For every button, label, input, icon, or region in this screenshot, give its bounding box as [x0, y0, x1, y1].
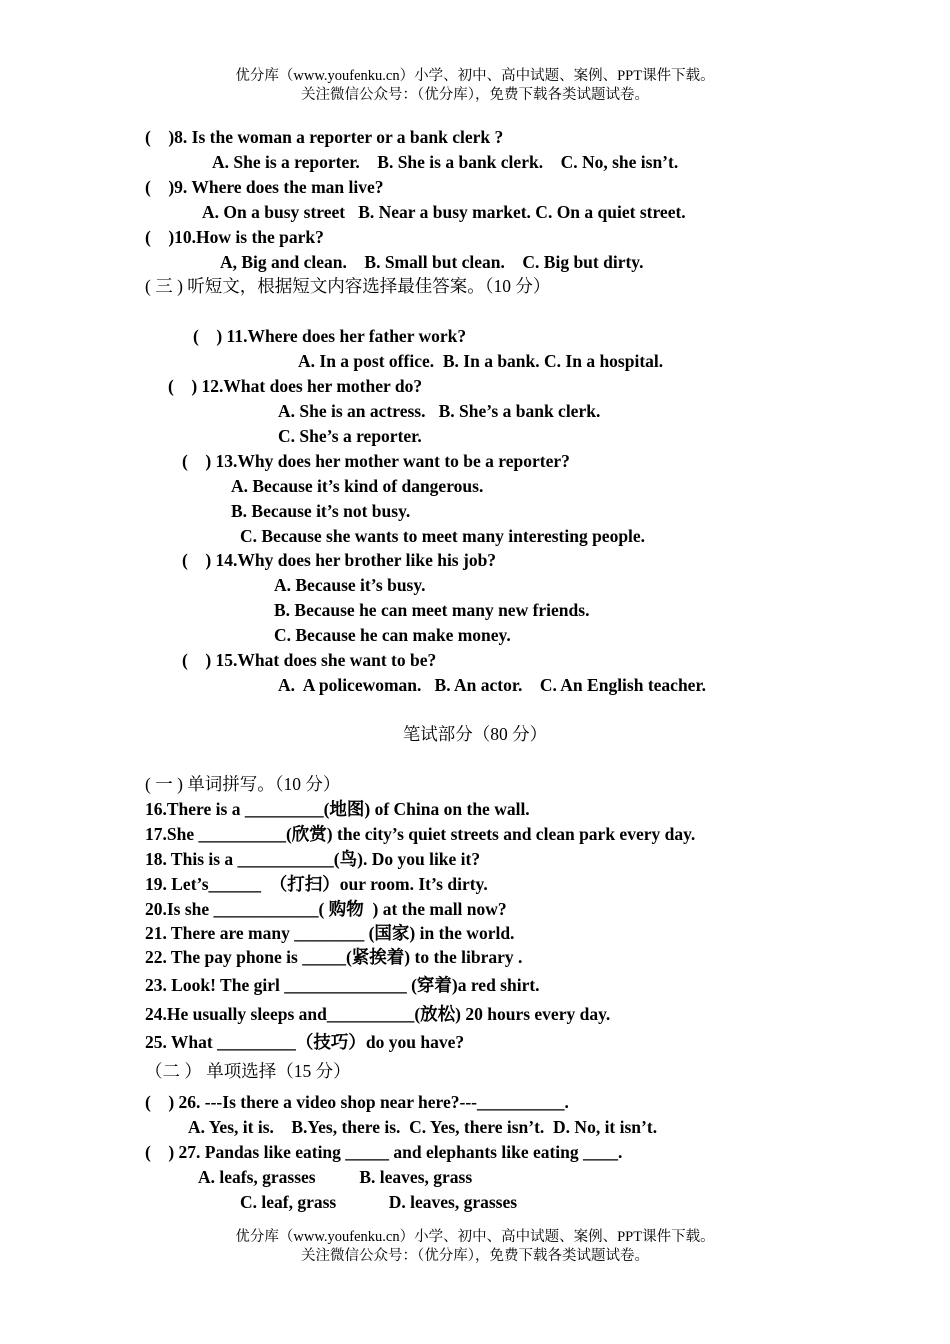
question-27: ( ) 27. Pandas like eating _____ and elephants like eating ____. [145, 1142, 623, 1162]
question-13-option-a: A. Because it’s kind of dangerous. [231, 476, 484, 496]
question-22: 22. The pay phone is _____(紧挨着) to the library . [145, 947, 523, 967]
page-footer-line2: 关注微信公众号：（优分库），免费下载各类试题试卷。 [301, 1248, 649, 1264]
section-2-heading: （二 ） 单项选择（15 分） [145, 1061, 351, 1081]
question-8: ( )8. Is the woman a reporter or a bank clerk ? [145, 127, 504, 147]
question-13-option-c: C. Because she wants to meet many interesting people. [240, 526, 646, 546]
question-17: 17.She __________(欣赏) the city’s quiet streets and clean park every day. [145, 824, 696, 844]
question-26-options: A. Yes, it is. B.Yes, there is. C. Yes, there isn’t. D. No, it isn’t. [188, 1117, 658, 1137]
question-16: 16.There is a _________(地图) of China on the wall. [145, 799, 530, 819]
question-14-option-b: B. Because he can meet many new friends. [274, 600, 590, 620]
question-26: ( ) 26. ---Is there a video shop near here?---__________. [145, 1092, 569, 1112]
question-12-option-c: C. She’s a reporter. [278, 426, 422, 446]
question-12: ( ) 12.What does her mother do? [168, 376, 423, 396]
question-9-options: A. On a busy street B. Near a busy market. C. On a quiet street. [202, 202, 686, 222]
written-part-heading: 笔试部分（80 分） [402, 724, 548, 744]
question-13: ( ) 13.Why does her mother want to be a reporter? [182, 451, 570, 471]
page-header-line1: 优分库（www.youfenku.cn）小学、初中、高中试题、案例、PPT课件下载。 [235, 68, 715, 84]
question-23: 23. Look! The girl ______________ (穿着)a red shirt. [145, 975, 540, 995]
section-1-heading: ( 一 ) 单词拼写。（10 分） [145, 774, 341, 794]
question-20: 20.Is she ____________( 购物 ) at the mall now? [145, 899, 507, 919]
question-25: 25. What _________（技巧）do you have? [145, 1032, 465, 1052]
question-9: ( )9. Where does the man live? [145, 177, 384, 197]
question-15-options: A. A policewoman. B. An actor. C. An English teacher. [278, 675, 706, 695]
question-12-options-ab: A. She is an actress. B. She’s a bank clerk. [278, 401, 601, 421]
page-footer-line1: 优分库（www.youfenku.cn）小学、初中、高中试题、案例、PPT课件下载。 [235, 1229, 715, 1245]
question-14-option-a: A. Because it’s busy. [274, 575, 426, 595]
question-27-options-ab: A. leafs, grasses B. leaves, grass [198, 1167, 473, 1187]
question-24: 24.He usually sleeps and__________(放松) 20 hours every day. [145, 1004, 611, 1024]
question-14: ( ) 14.Why does her brother like his job? [182, 550, 497, 570]
section-3-heading: ( 三 ) 听短文，根据短文内容选择最佳答案。（10 分） [145, 276, 551, 296]
question-19: 19. Let’s______ （打扫）our room. It’s dirty. [145, 874, 488, 894]
question-18: 18. This is a ___________(鸟). Do you like it? [145, 849, 481, 869]
question-10-options: A, Big and clean. B. Small but clean. C. Big but dirty. [220, 252, 644, 272]
question-13-option-b: B. Because it’s not busy. [231, 501, 411, 521]
question-8-options: A. She is a reporter. B. She is a bank clerk. C. No, she isn’t. [212, 152, 679, 172]
question-10: ( )10.How is the park? [145, 227, 324, 247]
question-15: ( ) 15.What does she want to be? [182, 650, 437, 670]
question-11-options: A. In a post office. B. In a bank. C. In a hospital. [298, 351, 664, 371]
question-27-options-cd: C. leaf, grass D. leaves, grasses [240, 1192, 518, 1212]
question-11: ( ) 11.Where does her father work? [193, 326, 467, 346]
question-21: 21. There are many ________ (国家) in the world. [145, 923, 515, 943]
question-14-option-c: C. Because he can make money. [274, 625, 511, 645]
page-header-line2: 关注微信公众号：（优分库），免费下载各类试题试卷。 [301, 87, 649, 103]
